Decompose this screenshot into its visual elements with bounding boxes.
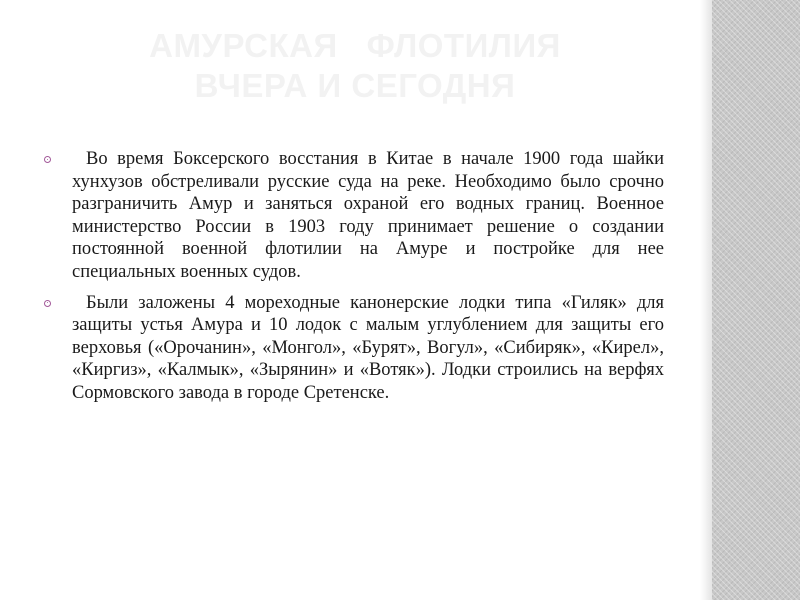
slide-body: [44, 148, 664, 413]
slide-title: [60, 26, 650, 106]
title-line-1: АМУРСКАЯ ФЛОТИЛИЯ: [149, 27, 561, 64]
paragraph-1: [44, 148, 664, 284]
paragraph-2-text: Были заложены 4 мореходные канонерские лодки типа «Гиляк» для защиты устья Амура и 10 лодок с малым углублением для защиты его верховья («Орочанин», «Монгол», «Бурят», Вогул», «Сибиряк», «Кирел», «Киргиз», «Калмык», «Зырянин» и «Вотяк»). Лодки строились на верфях Сормовского завода в городе Сретенске.: [72, 292, 664, 403]
title-line-2: ВЧЕРА И СЕГОДНЯ: [194, 67, 516, 104]
side-decorative-band: [712, 0, 800, 600]
paragraph-1-text: Во время Боксерского восстания в Китае в начале 1900 года шайки хунхузов обстреливали русские суда на реке. Необходимо было срочно разграничить Амур и заняться охраной его водных границ. Военное министерство России в 1903 году принимает решение о создании постоянной военной флотилии на Амуре и постройке для нее специальных военных судов.: [72, 149, 664, 282]
circle-bullet-icon: [44, 156, 51, 163]
paragraph-2: [44, 292, 664, 405]
side-band-shadow: [700, 0, 712, 600]
circle-bullet-icon: [44, 300, 51, 307]
